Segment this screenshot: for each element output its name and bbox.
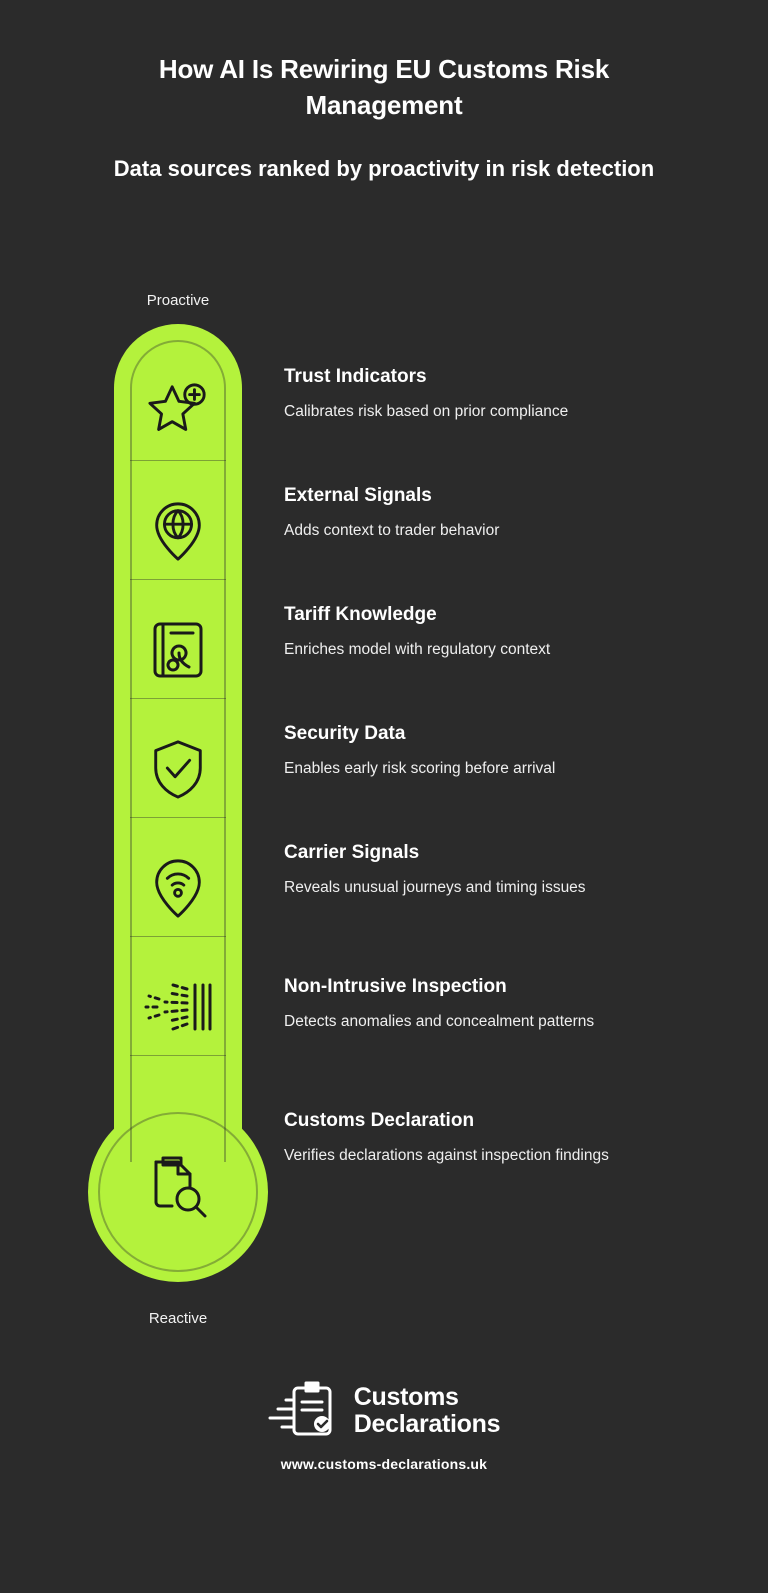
list-item	[284, 604, 724, 661]
brand-line-1: Customs	[353, 1383, 459, 1411]
item-title: Tariff Knowledge	[284, 604, 437, 625]
item-description: Reveals unusual journeys and timing issues	[284, 878, 586, 896]
list-item	[284, 1110, 724, 1167]
scale-label-proactive: Proactive	[146, 292, 210, 309]
signal-pin-icon	[138, 848, 218, 928]
item-title: Customs Declaration	[284, 1110, 475, 1131]
tariff-book-icon	[138, 610, 218, 690]
footer	[0, 1380, 768, 1472]
item-description: Enriches model with regulatory context	[284, 640, 551, 658]
list-item	[284, 842, 724, 899]
page-subtitle: Data sources ranked by proactivity in risk detection	[113, 155, 655, 181]
thermometer-tick	[130, 1055, 226, 1056]
brand-line-2: Declarations	[353, 1410, 501, 1438]
scale-label-reactive: Reactive	[148, 1310, 208, 1327]
list-item	[284, 976, 724, 1033]
list-item	[284, 366, 724, 423]
scan-rays-icon	[138, 967, 218, 1047]
site-url: www.customs-declarations.uk	[280, 1456, 488, 1472]
thermometer-tick	[130, 698, 226, 699]
item-title: External Signals	[284, 485, 432, 506]
brand-logo	[0, 1380, 768, 1442]
item-description: Adds context to trader behavior	[284, 521, 500, 539]
item-title: Security Data	[284, 723, 406, 744]
clipboard-icon	[268, 1380, 340, 1442]
item-title: Trust Indicators	[284, 366, 427, 387]
item-description: Enables early risk scoring before arrival	[284, 759, 556, 777]
star-plus-icon	[138, 372, 218, 452]
thermometer-tick	[130, 579, 226, 580]
item-description: Detects anomalies and concealment patterns	[284, 1012, 595, 1030]
item-description: Calibrates risk based on prior compliance	[284, 402, 569, 420]
header	[0, 0, 768, 185]
list-item	[284, 723, 724, 780]
shield-check-icon	[138, 729, 218, 809]
thermometer-tick	[130, 460, 226, 461]
thermometer-graphic	[88, 330, 268, 1292]
page-title: How AI Is Rewiring EU Customs Risk Management	[158, 54, 610, 120]
item-title: Non-Intrusive Inspection	[284, 976, 507, 997]
thermometer-tick	[130, 936, 226, 937]
thermometer-tick	[130, 817, 226, 818]
item-description: Verifies declarations against inspection findings	[284, 1146, 609, 1164]
item-title: Carrier Signals	[284, 842, 420, 863]
globe-pin-icon	[138, 491, 218, 571]
document-search-icon	[138, 1146, 218, 1226]
brand-name	[354, 1384, 500, 1438]
list-item	[284, 485, 724, 542]
